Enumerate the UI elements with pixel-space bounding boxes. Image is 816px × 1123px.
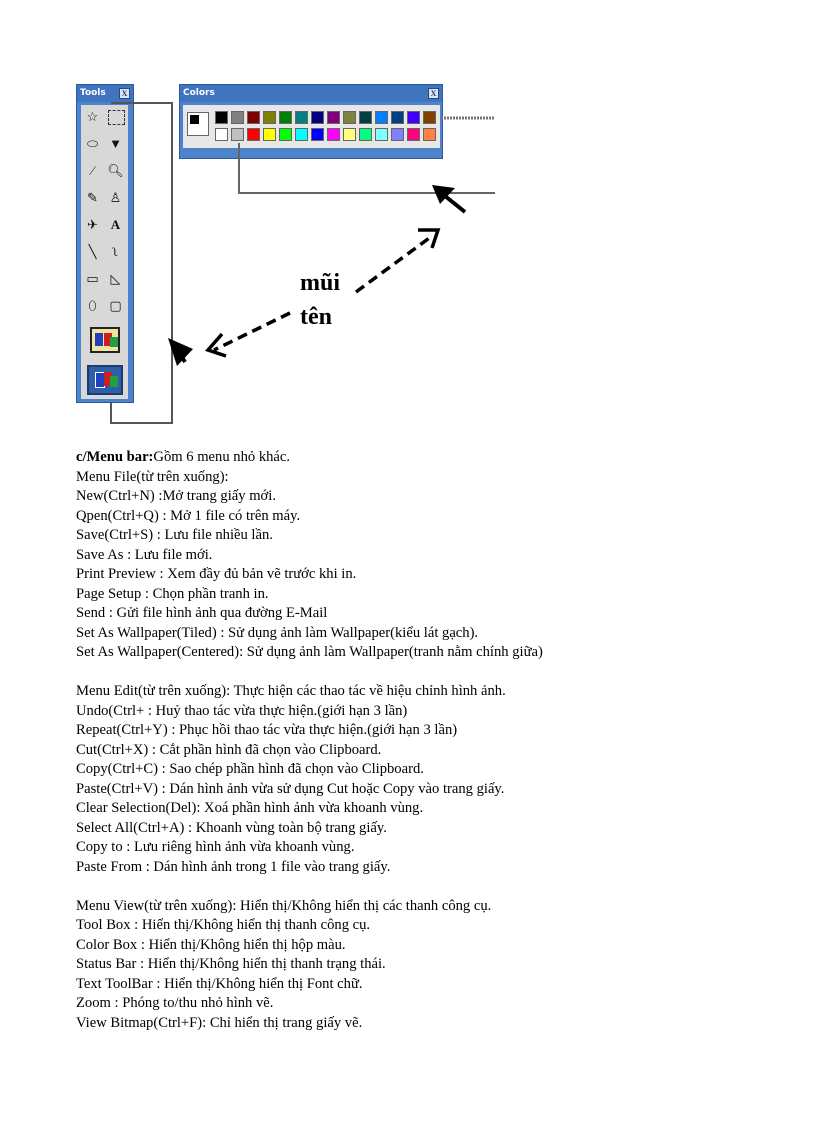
tools-close-icon[interactable]: X (119, 88, 130, 99)
paint-toolbar-figure (0, 0, 816, 440)
rounded-rect-icon[interactable]: ▢ (109, 298, 122, 313)
edit-line: Select All(Ctrl+A) : Khoanh vùng toàn bộ trang giấy. (76, 819, 387, 836)
file-line: Page Setup : Chọn phần tranh in. (76, 585, 269, 602)
colors-title: Colors (180, 85, 442, 102)
file-line: Qpen(Ctrl+Q) : Mở 1 file có trên máy. (76, 507, 301, 524)
colors-close-icon[interactable]: X (428, 88, 439, 99)
annotation-arrows (0, 0, 816, 440)
line-icon[interactable]: ╲ (88, 244, 97, 259)
edit-line: Paste(Ctrl+V) : Dán hình ảnh vừa sử dụng Cut hoặc Copy vào trang giấy. (76, 780, 505, 797)
view-line: Text ToolBar : Hiển thị/Không hiển thị Font chữ. (76, 975, 363, 992)
colors-bottom-connector (239, 143, 495, 193)
dashed-arrow-upper (356, 236, 432, 292)
view-line: Zoom : Phóng to/thu nhỏ hình vẽ. (76, 995, 274, 1011)
fill-bucket-icon[interactable]: ▼ (109, 136, 122, 151)
view-line: Status Bar : Hiển thị/Không hiển thị thanh trạng thái. (76, 956, 386, 972)
tools-title: Tools (77, 85, 133, 102)
curve-icon[interactable]: ʅ (112, 244, 119, 259)
view-line: View Bitmap(Ctrl+F): Chỉ hiển thị trang giấy vẽ. (76, 1014, 363, 1031)
menu-bar-heading-rest: Gồm 6 menu nhỏ khác. (153, 449, 291, 465)
color-picker-icon[interactable]: ⁄ (91, 163, 94, 178)
file-line: Print Preview : Xem đầy đủ bản vẽ trước khi in. (76, 566, 357, 582)
airbrush-icon[interactable]: ✈ (87, 217, 98, 232)
eraser-icon[interactable]: ⬭ (86, 136, 99, 151)
edit-line: Copy to : Lưu riêng hình ảnh vừa khoanh vùng. (76, 839, 355, 855)
edit-line: Repeat(Ctrl+Y) : Phục hồi thao tác vừa thực hiện.(giới hạn 3 lần) (76, 722, 458, 738)
file-line: Set As Wallpaper(Tiled) : Sử dụng ảnh làm Wallpaper(kiểu lát gạch). (76, 624, 479, 641)
file-line: Set As Wallpaper(Centered): Sử dụng ảnh làm Wallpaper(tranh nằm chính giữa) (76, 644, 543, 660)
arrow-label-line1: mũi (300, 270, 341, 296)
document-text (76, 448, 776, 1033)
menu-bar-heading-line (76, 448, 776, 468)
paragraph-gap (76, 877, 776, 897)
polygon-icon[interactable]: ◺ (110, 271, 121, 286)
rectangle-icon[interactable]: ▭ (86, 271, 99, 286)
view-line: Tool Box : Hiển thị/Không hiển thị thanh công cụ. (76, 917, 371, 933)
ellipse-icon[interactable]: ⬯ (88, 298, 97, 313)
dashed-arrow-lower (214, 313, 290, 350)
file-line: Menu File(từ trên xuống): (76, 468, 229, 485)
view-line: Color Box : Hiển thị/Không hiển thị hộp màu. (76, 936, 346, 953)
magnifier-icon[interactable]: 🔍︎ (107, 163, 124, 178)
edit-line: Menu Edit(từ trên xuống): Thực hiện các thao tác về hiệu chỉnh hình ảnh. (76, 683, 506, 699)
file-line: Save(Ctrl+S) : Lưu file nhiều lần. (76, 527, 273, 543)
edit-line: Paste From : Dán hình ảnh trong 1 file vào trang giấy. (76, 858, 391, 875)
brush-icon[interactable]: ♙ (109, 190, 122, 205)
edit-line: Cut(Ctrl+X) : Cắt phần hình đã chọn vào Clipboard. (76, 741, 382, 758)
edit-line: Undo(Ctrl+ : Huỷ thao tác vừa thực hiện.(giới hạn 3 lần) (76, 702, 408, 719)
pencil-icon[interactable]: ✎ (87, 190, 98, 205)
edit-line: Copy(Ctrl+C) : Sao chép phần hình đã chọn vào Clipboard. (76, 761, 424, 777)
paragraph-gap (76, 663, 776, 683)
tools-connector-line (111, 103, 172, 423)
free-select-icon[interactable]: ☆ (86, 109, 99, 124)
file-line: New(Ctrl+N) :Mở trang giấy mới. (76, 488, 276, 504)
text-tool-icon[interactable]: A (110, 217, 121, 232)
view-line: Menu View(từ trên xuống): Hiển thị/Không hiển thị các thanh công cụ. (76, 897, 492, 914)
file-line: Send : Gửi file hình ảnh qua đường E-Mail (76, 605, 328, 621)
edit-line: Clear Selection(Del): Xoá phần hình ảnh vừa khoanh vùng. (76, 800, 424, 816)
file-line: Save As : Lưu file mới. (76, 546, 213, 563)
menu-bar-heading: c/Menu bar: (76, 449, 154, 465)
arrow-label-line2: tên (300, 304, 332, 330)
